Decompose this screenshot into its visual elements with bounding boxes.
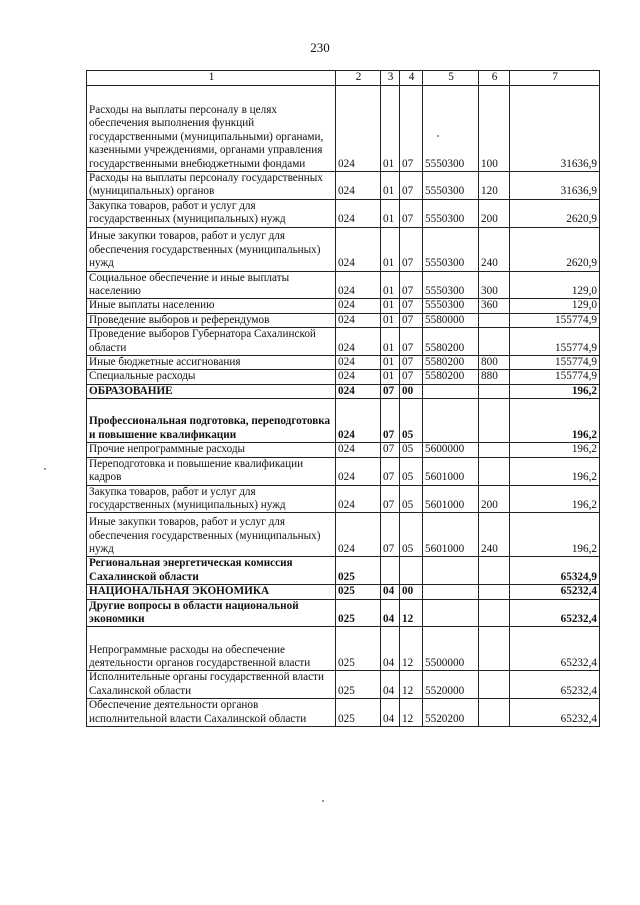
- row-section-code: 01: [381, 199, 400, 227]
- row-name: Иные выплаты населению: [87, 299, 336, 313]
- row-name: Непрограммные расходы на обеспечение деятельности органов государственной власти: [87, 627, 336, 671]
- row-subsection-code: 00: [400, 384, 423, 398]
- row-admin-code: 024: [336, 227, 381, 271]
- row-admin-code: 024: [336, 313, 381, 327]
- row-subsection-code: 07: [400, 172, 423, 200]
- row-admin-code: 024: [336, 384, 381, 398]
- row-target-code: 5550300: [423, 199, 479, 227]
- row-amount: 196,2: [510, 457, 600, 485]
- row-section-code: 01: [381, 299, 400, 313]
- row-amount: 65232,4: [510, 627, 600, 671]
- row-section-code: 01: [381, 227, 400, 271]
- row-subsection-code: 07: [400, 328, 423, 356]
- row-target-code: 5601000: [423, 513, 479, 557]
- column-header: 7: [510, 71, 600, 86]
- row-name: Специальные расходы: [87, 370, 336, 384]
- table-row: [87, 585, 600, 599]
- row-expense-type: 300: [479, 271, 510, 299]
- row-section-code: 01: [381, 313, 400, 327]
- table-row: [87, 384, 600, 398]
- row-admin-code: 025: [336, 585, 381, 599]
- row-admin-code: 025: [336, 627, 381, 671]
- table-row: [87, 271, 600, 299]
- row-target-code: 5601000: [423, 457, 479, 485]
- row-subsection-code: 12: [400, 599, 423, 627]
- row-amount: 155774,9: [510, 313, 600, 327]
- row-expense-type: 100: [479, 86, 510, 172]
- row-admin-code: 025: [336, 599, 381, 627]
- row-target-code: [423, 384, 479, 398]
- table-row: [87, 513, 600, 557]
- row-subsection-code: 12: [400, 627, 423, 671]
- row-target-code: 5550300: [423, 227, 479, 271]
- row-admin-code: 024: [336, 328, 381, 356]
- row-amount: 2620,9: [510, 199, 600, 227]
- row-amount: 129,0: [510, 299, 600, 313]
- row-name: Иные закупки товаров, работ и услуг для обеспечения государственных (муниципальных) нужд: [87, 227, 336, 271]
- table-row: [87, 443, 600, 457]
- row-name: НАЦИОНАЛЬНАЯ ЭКОНОМИКА: [87, 585, 336, 599]
- row-target-code: [423, 599, 479, 627]
- row-admin-code: 024: [336, 443, 381, 457]
- row-expense-type: 120: [479, 172, 510, 200]
- row-target-code: 5600000: [423, 443, 479, 457]
- row-expense-type: 880: [479, 370, 510, 384]
- row-section-code: 07: [381, 513, 400, 557]
- row-section-code: 07: [381, 457, 400, 485]
- row-amount: 196,2: [510, 384, 600, 398]
- row-name: Закупка товаров, работ и услуг для государственных (муниципальных) нужд: [87, 199, 336, 227]
- row-name: Иные закупки товаров, работ и услуг для обеспечения государственных (муниципальных) нужд: [87, 513, 336, 557]
- row-amount: 65232,4: [510, 699, 600, 727]
- row-expense-type: [479, 399, 510, 443]
- row-section-code: [381, 557, 400, 585]
- row-subsection-code: 05: [400, 513, 423, 557]
- row-amount: 65324,9: [510, 557, 600, 585]
- row-target-code: 5520200: [423, 699, 479, 727]
- row-admin-code: 024: [336, 86, 381, 172]
- budget-table: [86, 70, 600, 727]
- row-section-code: 04: [381, 599, 400, 627]
- row-target-code: [423, 585, 479, 599]
- row-name: Расходы на выплаты персоналу государственных (муниципальных) органов: [87, 172, 336, 200]
- row-section-code: 04: [381, 627, 400, 671]
- scan-speck: [322, 800, 324, 802]
- row-subsection-code: 07: [400, 86, 423, 172]
- row-subsection-code: 07: [400, 356, 423, 370]
- row-section-code: 01: [381, 356, 400, 370]
- table-row: [87, 227, 600, 271]
- row-name: Социальное обеспечение и иные выплаты населению: [87, 271, 336, 299]
- row-section-code: 07: [381, 399, 400, 443]
- row-target-code: 5580200: [423, 370, 479, 384]
- row-subsection-code: 12: [400, 699, 423, 727]
- row-admin-code: 024: [336, 370, 381, 384]
- row-subsection-code: [400, 557, 423, 585]
- row-amount: 155774,9: [510, 370, 600, 384]
- row-expense-type: [479, 557, 510, 585]
- row-amount: 2620,9: [510, 227, 600, 271]
- row-amount: 65232,4: [510, 599, 600, 627]
- table-row: [87, 86, 600, 172]
- row-expense-type: [479, 328, 510, 356]
- row-subsection-code: 07: [400, 313, 423, 327]
- row-name: Расходы на выплаты персоналу в целях обеспечения выполнения функций государственными (муниципальными) органами, казенными учреждениями, органами управления государственными внебюджетными фондами: [87, 86, 336, 172]
- row-target-code: 5550300: [423, 299, 479, 313]
- row-name: Переподготовка и повышение квалификации кадров: [87, 457, 336, 485]
- column-header: 5: [423, 71, 479, 86]
- row-target-code: 5550300: [423, 271, 479, 299]
- row-subsection-code: 05: [400, 443, 423, 457]
- row-section-code: 01: [381, 328, 400, 356]
- row-expense-type: [479, 443, 510, 457]
- row-subsection-code: 05: [400, 485, 423, 513]
- row-amount: 65232,4: [510, 585, 600, 599]
- row-target-code: 5580000: [423, 313, 479, 327]
- row-name: Профессиональная подготовка, переподготовка и повышение квалификации: [87, 399, 336, 443]
- row-subsection-code: 07: [400, 299, 423, 313]
- row-amount: 196,2: [510, 513, 600, 557]
- row-amount: 31636,9: [510, 172, 600, 200]
- row-admin-code: 024: [336, 399, 381, 443]
- row-section-code: 07: [381, 485, 400, 513]
- row-expense-type: [479, 627, 510, 671]
- row-section-code: 04: [381, 671, 400, 699]
- table-row: [87, 671, 600, 699]
- row-expense-type: [479, 313, 510, 327]
- row-admin-code: 025: [336, 557, 381, 585]
- row-subsection-code: 07: [400, 370, 423, 384]
- table-row: [87, 172, 600, 200]
- row-amount: 196,2: [510, 485, 600, 513]
- row-target-code: 5550300: [423, 86, 479, 172]
- row-expense-type: 800: [479, 356, 510, 370]
- row-section-code: 01: [381, 271, 400, 299]
- row-expense-type: 200: [479, 199, 510, 227]
- table-row: [87, 399, 600, 443]
- row-expense-type: 360: [479, 299, 510, 313]
- row-name: Обеспечение деятельности органов исполнительной власти Сахалинской области: [87, 699, 336, 727]
- column-header: 2: [336, 71, 381, 86]
- table-row: [87, 313, 600, 327]
- scan-speck: [437, 135, 439, 137]
- row-amount: 196,2: [510, 399, 600, 443]
- row-subsection-code: 07: [400, 271, 423, 299]
- table-row: [87, 557, 600, 585]
- row-expense-type: [479, 671, 510, 699]
- row-admin-code: 025: [336, 671, 381, 699]
- row-target-code: 5520000: [423, 671, 479, 699]
- column-header: 3: [381, 71, 400, 86]
- row-amount: 129,0: [510, 271, 600, 299]
- table-row: [87, 370, 600, 384]
- table-row: [87, 599, 600, 627]
- page-number: 230: [310, 40, 330, 55]
- row-target-code: 5601000: [423, 485, 479, 513]
- row-section-code: 01: [381, 370, 400, 384]
- row-subsection-code: 07: [400, 199, 423, 227]
- row-expense-type: [479, 585, 510, 599]
- row-target-code: [423, 399, 479, 443]
- row-admin-code: 025: [336, 699, 381, 727]
- row-subsection-code: 12: [400, 671, 423, 699]
- row-amount: 65232,4: [510, 671, 600, 699]
- row-name: Закупка товаров, работ и услуг для государственных (муниципальных) нужд: [87, 485, 336, 513]
- row-section-code: 04: [381, 699, 400, 727]
- row-name: Региональная энергетическая комиссия Сахалинской области: [87, 557, 336, 585]
- row-expense-type: [479, 384, 510, 398]
- row-expense-type: [479, 457, 510, 485]
- column-header: 1: [87, 71, 336, 86]
- row-admin-code: 024: [336, 271, 381, 299]
- row-section-code: 01: [381, 172, 400, 200]
- row-subsection-code: 05: [400, 457, 423, 485]
- row-target-code: 5580200: [423, 356, 479, 370]
- row-subsection-code: 00: [400, 585, 423, 599]
- row-admin-code: 024: [336, 199, 381, 227]
- row-target-code: 5580200: [423, 328, 479, 356]
- row-admin-code: 024: [336, 172, 381, 200]
- column-header: 6: [479, 71, 510, 86]
- row-admin-code: 024: [336, 457, 381, 485]
- row-amount: 31636,9: [510, 86, 600, 172]
- table-row: [87, 457, 600, 485]
- row-name: Другие вопросы в области национальной экономики: [87, 599, 336, 627]
- row-target-code: 5500000: [423, 627, 479, 671]
- row-admin-code: 024: [336, 356, 381, 370]
- row-target-code: [423, 557, 479, 585]
- column-number-row: [87, 71, 600, 86]
- row-admin-code: 024: [336, 513, 381, 557]
- row-name: Исполнительные органы государственной власти Сахалинской области: [87, 671, 336, 699]
- table-row: [87, 356, 600, 370]
- table-row: [87, 328, 600, 356]
- row-admin-code: 024: [336, 485, 381, 513]
- row-expense-type: 240: [479, 513, 510, 557]
- row-section-code: 07: [381, 384, 400, 398]
- row-expense-type: [479, 699, 510, 727]
- row-expense-type: [479, 599, 510, 627]
- table-row: [87, 699, 600, 727]
- row-name: ОБРАЗОВАНИЕ: [87, 384, 336, 398]
- row-admin-code: 024: [336, 299, 381, 313]
- table-row: [87, 485, 600, 513]
- row-expense-type: 240: [479, 227, 510, 271]
- row-target-code: 5550300: [423, 172, 479, 200]
- scan-speck: [44, 468, 46, 470]
- table-row: [87, 627, 600, 671]
- row-name: Проведение выборов и референдумов: [87, 313, 336, 327]
- column-header: 4: [400, 71, 423, 86]
- row-section-code: 04: [381, 585, 400, 599]
- row-subsection-code: 05: [400, 399, 423, 443]
- row-name: Иные бюджетные ассигнования: [87, 356, 336, 370]
- row-name: Проведение выборов Губернатора Сахалинской области: [87, 328, 336, 356]
- row-amount: 155774,9: [510, 328, 600, 356]
- row-section-code: 01: [381, 86, 400, 172]
- table-row: [87, 199, 600, 227]
- row-subsection-code: 07: [400, 227, 423, 271]
- row-amount: 155774,9: [510, 356, 600, 370]
- row-amount: 196,2: [510, 443, 600, 457]
- table-row: [87, 299, 600, 313]
- row-section-code: 07: [381, 443, 400, 457]
- row-expense-type: 200: [479, 485, 510, 513]
- row-name: Прочие непрограммные расходы: [87, 443, 336, 457]
